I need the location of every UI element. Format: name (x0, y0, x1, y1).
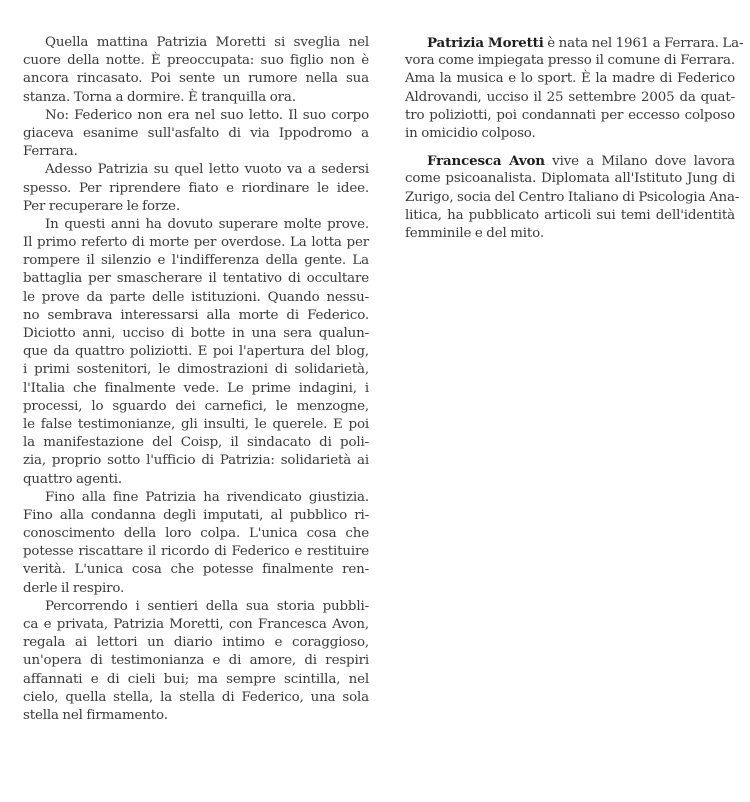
text-line: derle il respiro. (23, 580, 125, 596)
synopsis-paragraph-4 (23, 216, 369, 489)
text-line: in omicidio colposo. (405, 125, 536, 141)
text-line: Quella mattina Patrizia Moretti si sveglia nel (45, 35, 369, 50)
author-bio-patrizia-moretti (405, 34, 744, 143)
author-name: Francesca Avon (427, 153, 545, 170)
text-line: stanza. Torna a dormire. È tranquilla ora. (23, 89, 296, 105)
synopsis-paragraph-3 (23, 161, 369, 216)
synopsis-paragraph-2 (23, 107, 369, 162)
text-line: No: Federico non era nel suo letto. Il suo corpo (45, 107, 369, 123)
text-line: le false testimonianze, gli insulti, le querele. E poi (23, 416, 369, 432)
text-line: regala ai lettori un diario intimo e coraggioso, (23, 635, 369, 651)
text-line: In questi anni ha dovuto superare molte prove. (45, 216, 369, 232)
text-line: potesse riscattare il ricordo di Federico e restituire (23, 544, 369, 560)
text-line: conoscimento della loro colpa. L'unica cosa che (23, 526, 369, 542)
text-line: la manifestazione del Coisp, il sindacato di poli- (23, 435, 369, 451)
text-line: no sembrava interessarsi alla morte di Federico. (23, 307, 369, 323)
author-name: Patrizia Moretti (427, 35, 544, 51)
text-line: Adesso Patrizia su quel letto vuoto va a sedersi (45, 162, 369, 178)
text-line: giaceva esanime sull'asfalto di via Ippodromo a (23, 125, 369, 141)
text-line: i primi sostenitori, le dimostrazioni di solidarietà, (23, 362, 369, 378)
text-line: que da quattro poliziotti. E poi l'apertura del blog, (23, 344, 369, 360)
text-line: ca e privata, Patrizia Moretti, con Francesca Avon, (23, 617, 369, 632)
synopsis-column (23, 34, 369, 725)
text-line: litica, ha pubblicato articoli sui temi dell'identità (405, 207, 735, 223)
bio-text: è nata nel 1961 a Ferrara. La- (543, 36, 744, 51)
text-line: come psicoanalista. Diplomata all'Istituto Jung di (405, 171, 735, 187)
text-line: le prove da parte delle istituzioni. Quando nessu- (23, 289, 369, 305)
text-line: Aldrovandi, ucciso il 25 settembre 2005 da quat- (405, 89, 735, 105)
text-line: Diciotto anni, ucciso di botte in una sera qualun- (23, 326, 369, 341)
author-bios-column (405, 34, 744, 243)
text-line: Fino alla condanna degli imputati, al pubblico ri- (23, 507, 369, 523)
text-line: Il primo referto di morte per overdose. La lotta per (23, 235, 369, 251)
author-bio-francesca-avon (405, 152, 740, 243)
text-line: cielo, quella stella, la stella di Federico, una sola (23, 689, 369, 705)
text-line: vora come impiegata presso il comune di Ferrara. (405, 53, 735, 69)
text-line: femminile e del mito. (405, 225, 544, 241)
text-line: rompere il silenzio e l'indifferenza della gente. La (23, 253, 369, 269)
synopsis-paragraph-5 (23, 489, 369, 598)
text-line: cuore della notte. È preoccupata: suo figlio non è (23, 53, 369, 69)
text-line: Percorrendo i sentieri della sua storia pubbli- (45, 598, 369, 614)
synopsis-paragraph-1 (23, 34, 369, 107)
text-line: zia, proprio sotto l'ufficio di Patrizia: solidarietà ai (23, 453, 369, 469)
text-line: ancora rincasato. Poi sente un rumore nella sua (23, 71, 369, 87)
text-line: Zurigo, socia del Centro Italiano di Psicologia Ana- (405, 189, 740, 205)
text-line (405, 152, 735, 170)
text-line: processi, lo sguardo dei carnefici, le menzogne, (23, 398, 369, 414)
text-line: un'opera di testimonianza e di amore, di respiri (23, 653, 369, 669)
text-line: spesso. Per riprendere fiato e riordinare le idee. (23, 180, 369, 196)
text-line: Ferrara. (23, 144, 78, 160)
text-line: Fino alla fine Patrizia ha rivendicato giustizia. (45, 489, 369, 505)
bio-text: vive a Milano dove lavora (544, 154, 735, 170)
text-line: stella nel firmamento. (23, 707, 168, 723)
text-line: battaglia per smascherare il tentativo di occultare (23, 271, 369, 287)
synopsis-paragraph-6 (23, 598, 369, 725)
text-line: tro poliziotti, poi condannati per eccesso colposo (405, 107, 735, 123)
text-line: Ama la musica e lo sport. È la madre di Federico (405, 71, 735, 87)
text-line: quattro agenti. (23, 471, 122, 487)
text-line: verità. L'unica cosa che potesse finalmente ren- (23, 562, 369, 578)
text-line: affannati e di cieli bui; ma sempre scintilla, nel (23, 671, 369, 687)
text-line: Per recuperare le forze. (23, 198, 180, 214)
text-line (405, 34, 744, 52)
text-line: l'Italia che finalmente vede. Le prime indagini, i (23, 380, 369, 396)
